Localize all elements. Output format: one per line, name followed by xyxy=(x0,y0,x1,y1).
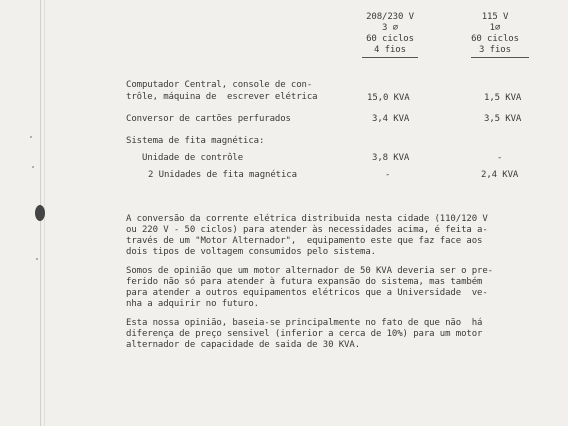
punch-hole xyxy=(35,205,45,221)
row-control-unit-label: Unidade de contrôle xyxy=(142,153,244,163)
header-col1-frequency: 60 ciclos xyxy=(366,34,414,44)
header-col2-underline xyxy=(471,57,529,58)
row-tape-units-value-col2: 2,4 KVA xyxy=(481,170,519,180)
paragraph-3-line-1: Esta nossa opinião, baseia-se principalmente no fato de que não há xyxy=(126,318,483,328)
paragraph-2-line-2: ferido não só para atender à futura expansão do sistema, mas também xyxy=(126,277,483,287)
paragraph-1-line-1: A conversão da corrente elétrica distribuida nesta cidade (110/120 V xyxy=(126,214,488,224)
header-col1-underline xyxy=(362,57,418,58)
paragraph-1-line-2: ou 220 V - 50 ciclos) para atender às necessidades acima, é feita a- xyxy=(126,225,488,235)
header-col1-voltage: 208/230 V xyxy=(366,12,414,22)
header-col2-phase: 1∅ xyxy=(489,23,501,33)
paragraph-2-line-1: Somos de opinião que um motor alternador de 50 KVA deveria ser o pre- xyxy=(126,266,493,276)
row-card-converter-value-col2: 3,5 KVA xyxy=(484,114,522,124)
paper-speck xyxy=(30,136,32,138)
row-card-converter-value-col1: 3,4 KVA xyxy=(372,114,410,124)
header-col1-phase: 3 ∅ xyxy=(382,23,398,33)
row-computer-label-line1: Computador Central, console de con- xyxy=(126,80,313,90)
row-tape-units-label: 2 Unidades de fita magnética xyxy=(148,170,297,180)
paragraph-3-line-3: alternador de capacidade de saida de 30 KVA. xyxy=(126,340,361,350)
paragraph-2-line-4: nha a adquirir no futuro. xyxy=(126,299,259,309)
paragraph-2-line-3: para atender a outros equipamentos elétricos que a Universidade ve- xyxy=(126,288,488,298)
row-tape-units-value-col1: - xyxy=(385,170,391,180)
row-control-unit-value-col2: - xyxy=(497,153,503,163)
row-control-unit-value-col1: 3,8 KVA xyxy=(372,153,410,163)
row-tape-system-label: Sistema de fita magnética: xyxy=(126,136,265,146)
header-col2-voltage: 115 V xyxy=(481,12,509,22)
paper-speck xyxy=(32,166,34,168)
paper-speck xyxy=(36,258,38,260)
row-computer-value-col2: 1,5 KVA xyxy=(484,93,522,103)
header-col2-frequency: 60 ciclos xyxy=(471,34,519,44)
paragraph-1-line-3: través de um "Motor Alternador", equipamento este que faz face aos xyxy=(126,236,483,246)
header-col2-wires: 3 fios xyxy=(479,45,511,55)
paragraph-3-line-2: diferença de preço sensivel (inferior a cerca de 10%) para um motor xyxy=(126,329,483,339)
row-computer-value-col1: 15,0 KVA xyxy=(367,93,410,103)
paragraph-1-line-4: dois tipos de voltagem consumidos pelo sistema. xyxy=(126,247,376,257)
row-computer-label-line2: trôle, máquina de escrever elétrica xyxy=(126,92,318,102)
header-col1-wires: 4 fios xyxy=(374,45,406,55)
row-card-converter-label: Conversor de cartões perfurados xyxy=(126,114,291,124)
